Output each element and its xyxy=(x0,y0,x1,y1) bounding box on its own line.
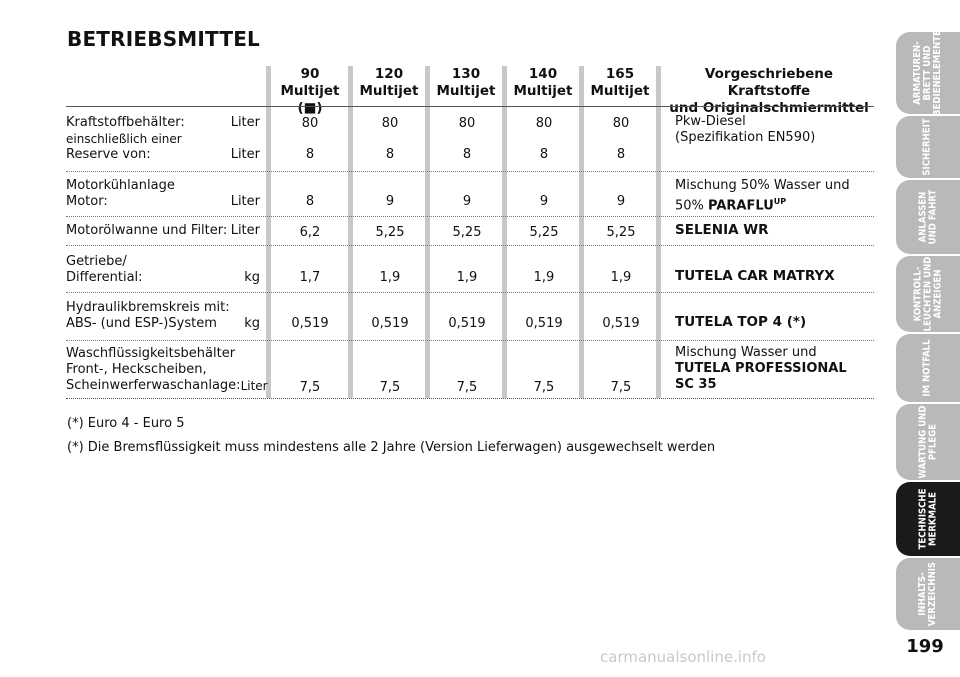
tab-im-notfall[interactable]: IM NOTFALL xyxy=(896,334,960,402)
table-bottom-rule xyxy=(66,398,874,399)
column-divider xyxy=(579,66,584,398)
cell-value: 1,9 xyxy=(379,270,401,285)
cell-value: 9 xyxy=(616,194,626,209)
cell-value: 9 xyxy=(385,194,395,209)
row-divider xyxy=(66,340,874,341)
cell-value: 5,25 xyxy=(375,225,405,240)
row-label-washer: Waschflüssigkeitsbehälter Front-, Heckscheiben, Scheinwerferwaschanlage: Liter xyxy=(66,346,268,393)
row-label-fuel-tank: Kraftstoffbehälter: Liter einschließlich einer Reserve von: Liter xyxy=(66,115,260,162)
cell-value: 7,5 xyxy=(610,380,632,395)
column-header-90: 90 Multijet (■) xyxy=(280,66,340,116)
footnote: (*) Die Bremsflüssigkeit muss mindestens alle 2 Jahre (Version Lieferwagen) ausgewechselt werden xyxy=(67,440,716,455)
column-header-130: 130 Multijet xyxy=(436,66,496,99)
column-header-165: 165 Multijet xyxy=(590,66,650,99)
column-header-140: 140 Multijet xyxy=(513,66,573,99)
row-divider xyxy=(66,171,874,172)
cell-value: 7,5 xyxy=(299,380,321,395)
cell-value: 8 xyxy=(462,147,472,162)
cell-value: 7,5 xyxy=(456,380,478,395)
cell-value: 1,7 xyxy=(299,270,321,285)
header-rule xyxy=(66,106,874,107)
spec-engine-oil: SELENIA WR xyxy=(675,222,769,238)
row-label-brakes: Hydraulikbremskreis mit: ABS- (und ESP-)System kg xyxy=(66,300,260,331)
cell-value: 8 xyxy=(305,147,315,162)
tab-wartung[interactable]: WARTUNG UND PFLEGE xyxy=(896,404,960,480)
cell-value: 80 xyxy=(612,116,630,131)
spec-fuel: Pkw-Diesel (Spezifikation EN590) xyxy=(675,114,816,145)
watermark: carmanualsonline.info xyxy=(600,648,766,666)
tab-sicherheit[interactable]: SICHERHEIT xyxy=(896,116,960,178)
spec-coolant: Mischung 50% Wasser und 50% $PARAFLU^{UP}$ xyxy=(675,178,850,214)
cell-value: 8 xyxy=(616,147,626,162)
cell-value: 5,25 xyxy=(529,225,559,240)
cell-value: 1,9 xyxy=(533,270,555,285)
row-divider xyxy=(66,292,874,293)
column-header-120: 120 Multijet xyxy=(359,66,419,99)
cell-value: 7,5 xyxy=(379,380,401,395)
cell-value: 0,519 xyxy=(602,316,640,331)
column-divider xyxy=(502,66,507,398)
tab-anlassen[interactable]: ANLASSEN UND FAHRT xyxy=(896,180,960,254)
cell-value: 80 xyxy=(458,116,476,131)
cell-value: 80 xyxy=(381,116,399,131)
page-title: BETRIEBSMITTEL xyxy=(67,27,260,51)
column-divider xyxy=(656,66,661,398)
row-label-engine-oil: Motorölwanne und Filter: Liter xyxy=(66,223,260,238)
cell-value: 0,519 xyxy=(525,316,563,331)
cell-value: 8 xyxy=(305,194,315,209)
row-label-gearbox: Getriebe/ Differential: kg xyxy=(66,254,260,285)
cell-value: 5,25 xyxy=(606,225,636,240)
spec-brakes: TUTELA TOP 4 (*) xyxy=(675,314,807,330)
row-divider xyxy=(66,216,874,217)
column-divider xyxy=(425,66,430,398)
page-number: 199 xyxy=(906,636,944,657)
cell-value: 0,519 xyxy=(291,316,329,331)
cell-value: 1,9 xyxy=(610,270,632,285)
cell-value: 8 xyxy=(385,147,395,162)
cell-value: 7,5 xyxy=(533,380,555,395)
spec-washer: Mischung Wasser und TUTELA PROFESSIONAL SC 35 xyxy=(675,345,847,392)
cell-value: 9 xyxy=(462,194,472,209)
row-label-coolant: Motorkühlanlage Motor: Liter xyxy=(66,178,260,209)
footnote: (*) Euro 4 - Euro 5 xyxy=(67,416,185,431)
spec-column-header: Vorgeschriebene Kraftstoffe und Originalschmiermittel xyxy=(669,66,869,116)
cell-value: 6,2 xyxy=(299,225,321,240)
spec-gearbox: TUTELA CAR MATRYX xyxy=(675,268,835,284)
cell-value: 80 xyxy=(301,116,319,131)
row-divider xyxy=(66,245,874,246)
cell-value: 9 xyxy=(539,194,549,209)
cell-value: 8 xyxy=(539,147,549,162)
tab-armaturenbrett[interactable]: ARMATUREN- BRETT UND BEDIENELEMENTE xyxy=(896,32,960,114)
cell-value: 1,9 xyxy=(456,270,478,285)
cell-value: 0,519 xyxy=(448,316,486,331)
cell-value: 0,519 xyxy=(371,316,409,331)
tab-kontrollleuchten[interactable]: KONTROLL- LEUCHTEN UND ANZEIGEN xyxy=(896,256,960,332)
cell-value: 80 xyxy=(535,116,553,131)
cell-value: 5,25 xyxy=(452,225,482,240)
tab-technische-merkmale[interactable]: TECHNISCHE MERKMALE xyxy=(896,482,960,556)
tab-inhaltsverzeichnis[interactable]: INHALTS- VERZEICHNIS xyxy=(896,558,960,630)
